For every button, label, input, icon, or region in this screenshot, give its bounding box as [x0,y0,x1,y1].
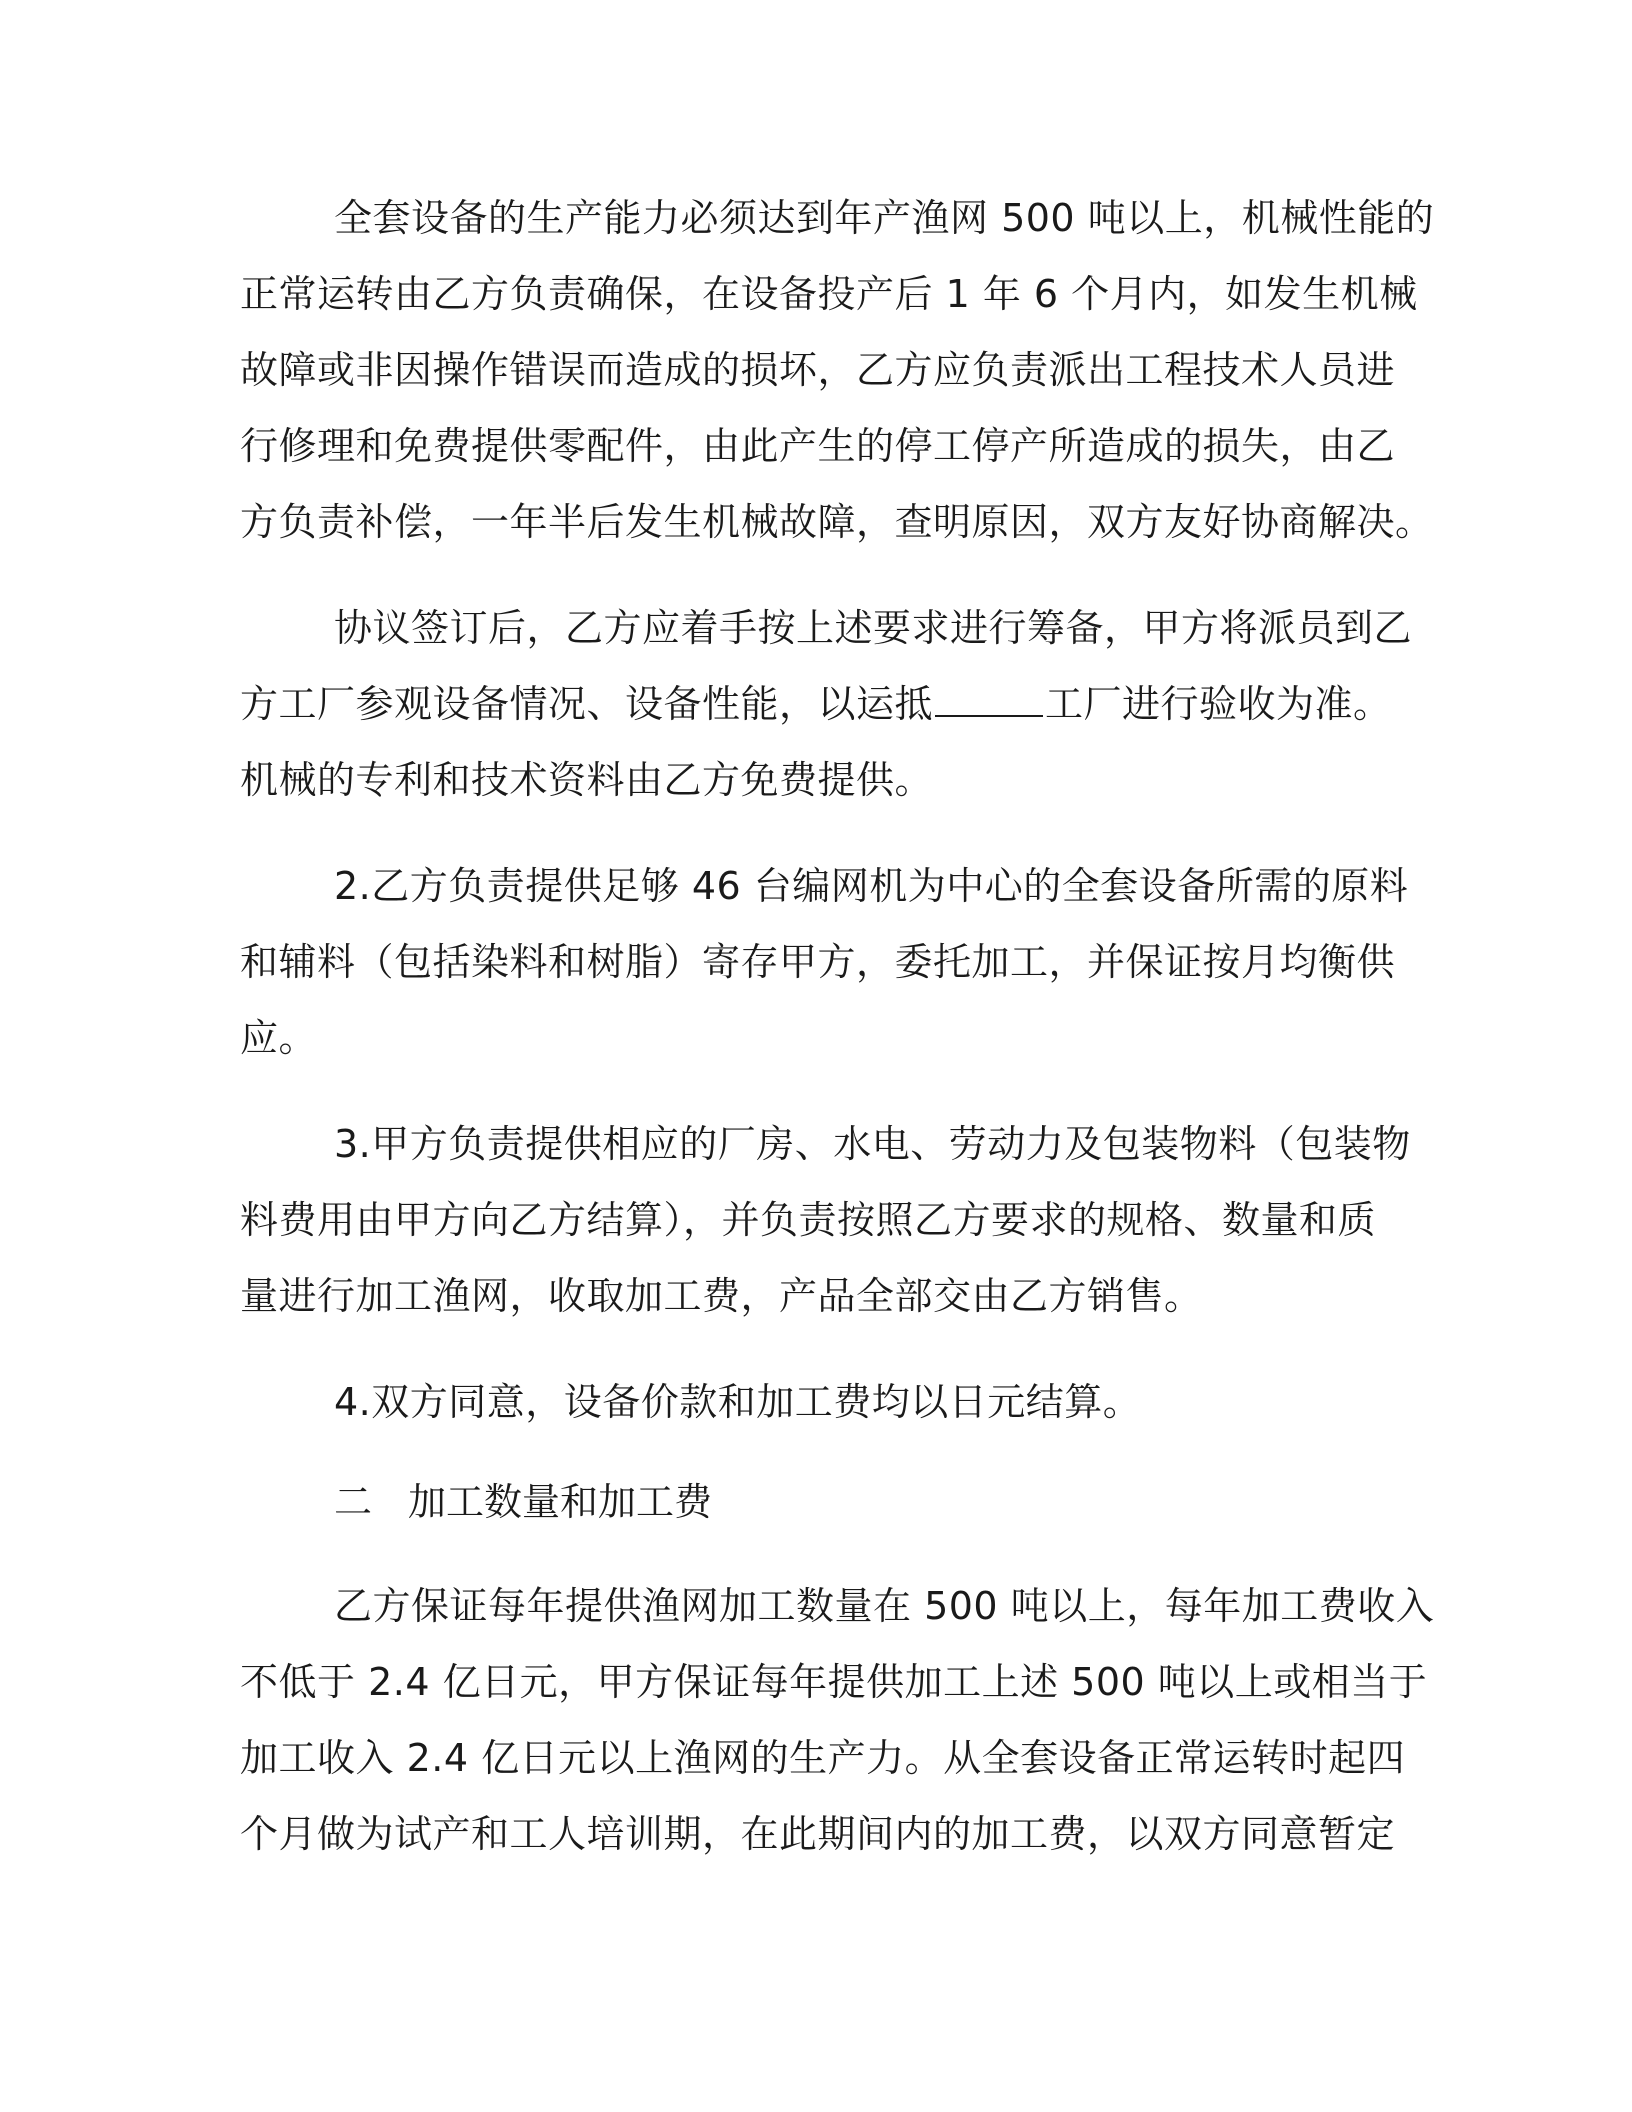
paragraph-6-line-1: 乙方保证每年提供渔网加工数量在 500 吨以上，每年加工费收入 [334,1584,1435,1628]
paragraph-3-line-3: 应。 [240,1016,318,1060]
paragraph-1-line-5: 方负责补偿，一年半后发生机械故障，查明原因，双方友好协商解决。 [240,500,1434,544]
paragraph-6-line-3: 加工收入 2.4 亿日元以上渔网的生产力。从全套设备正常运转时起四 [240,1736,1406,1780]
paragraph-4-line-2: 料费用由甲方向乙方结算），并负责按照乙方要求的规格、数量和质 [240,1198,1377,1242]
paragraph-4-line-1: 3.甲方负责提供相应的厂房、水电、劳动力及包装物料（包装物 [334,1122,1411,1166]
paragraph-6-line-2: 不低于 2.4 亿日元，甲方保证每年提供加工上述 500 吨以上或相当于 [240,1660,1428,1704]
paragraph-1-line-4: 行修理和免费提供零配件，由此产生的停工停产所造成的损失，由乙 [240,424,1396,468]
paragraph-5-line-1: 4.双方同意，设备价款和加工费均以日元结算。 [334,1380,1142,1424]
paragraph-3-line-2: 和辅料（包括染料和树脂）寄存甲方，委托加工，并保证按月均衡供 [240,940,1396,984]
fill-in-blank [935,681,1043,717]
paragraph-2-line-2-after: 工厂进行验收为准。 [1045,682,1392,726]
paragraph-1-line-3: 故障或非因操作错误而造成的损坏，乙方应负责派出工程技术人员进 [240,348,1396,392]
paragraph-4-line-3: 量进行加工渔网，收取加工费，产品全部交由乙方销售。 [240,1274,1203,1318]
section-2-number: 二 [334,1480,373,1524]
paragraph-3-line-1: 2.乙方负责提供足够 46 台编网机为中心的全套设备所需的原料 [334,864,1409,908]
section-2-title: 加工数量和加工费 [408,1480,713,1524]
paragraph-1-line-1: 全套设备的生产能力必须达到年产渔网 500 吨以上，机械性能的 [334,196,1435,240]
paragraph-1-line-2: 正常运转由乙方负责确保，在设备投产后 1 年 6 个月内，如发生机械 [240,272,1418,316]
paragraph-2-line-2 [240,680,1392,728]
paragraph-2-line-2-before: 方工厂参观设备情况、设备性能，以运抵 [240,682,934,726]
paragraph-6-line-4: 个月做为试产和工人培训期，在此期间内的加工费，以双方同意暂定 [240,1812,1396,1856]
paragraph-2-line-1: 协议签订后，乙方应着手按上述要求进行筹备，甲方将派员到乙 [334,606,1413,650]
paragraph-2-line-3: 机械的专利和技术资料由乙方免费提供。 [240,758,934,802]
